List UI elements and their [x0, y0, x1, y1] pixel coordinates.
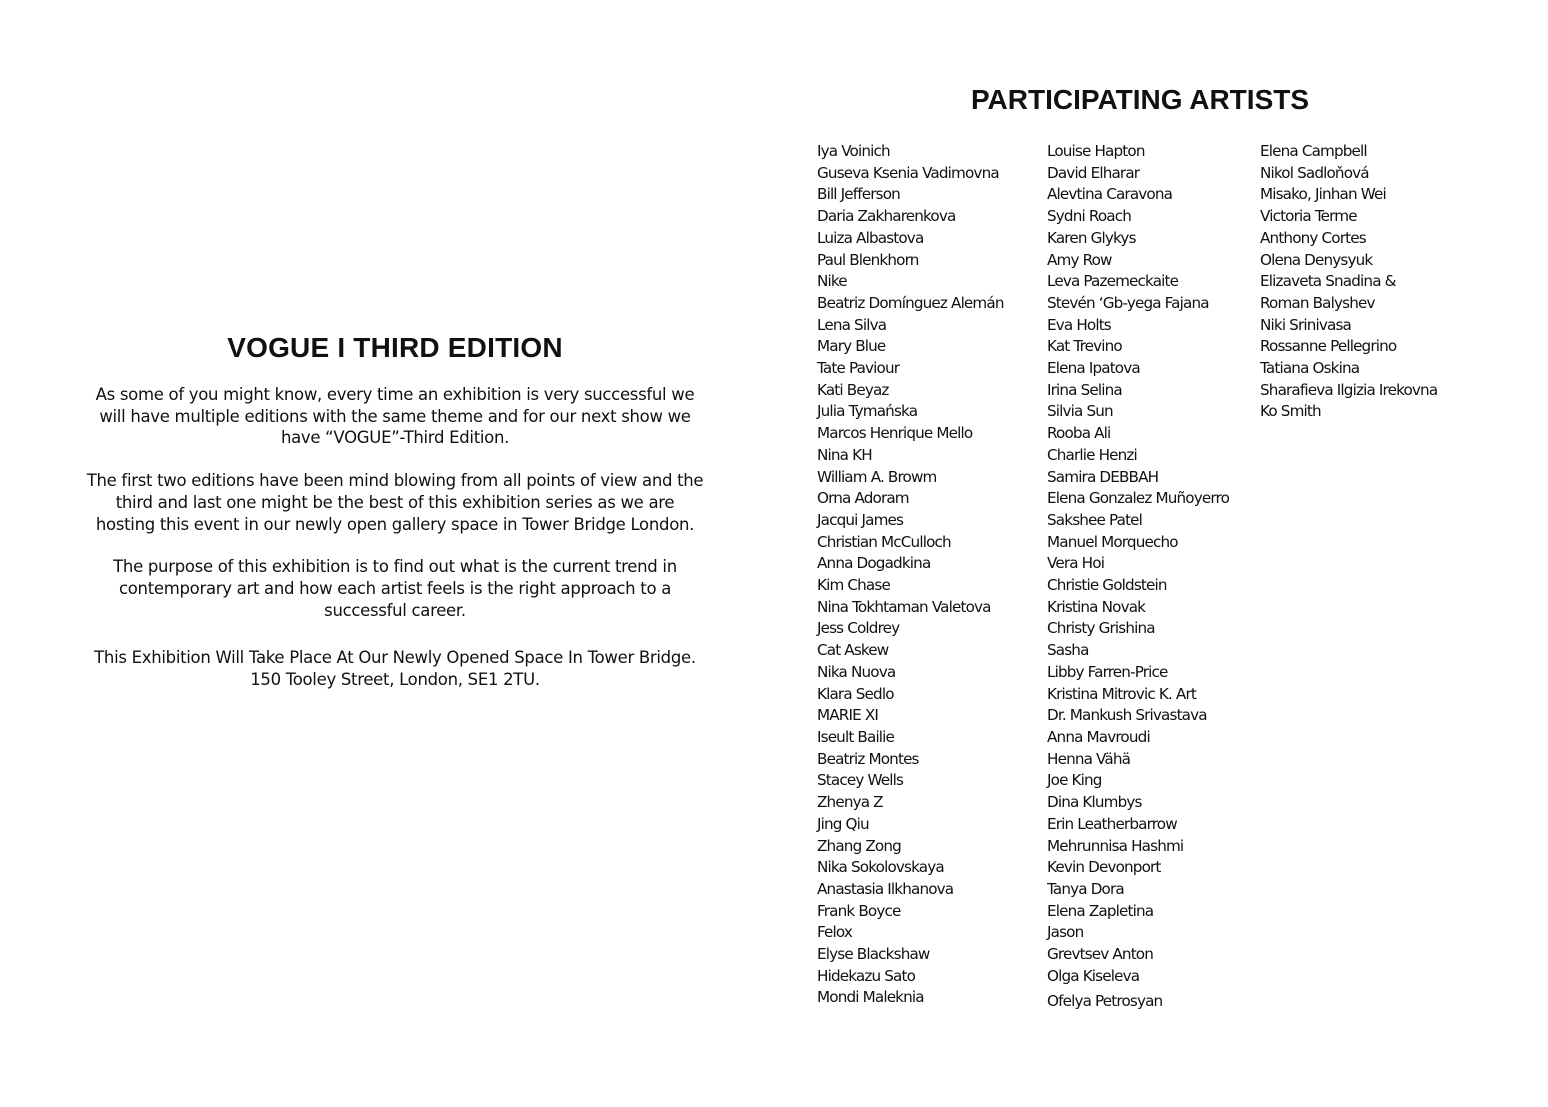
- artist-name: Dina Klumbys: [1047, 793, 1142, 812]
- artist-name: Elena Ipatova: [1047, 359, 1140, 378]
- artist-name: Olga Kiseleva: [1047, 966, 1140, 985]
- artist-name: Jacqui James: [817, 510, 904, 529]
- artist-name: Sydni Roach: [1047, 207, 1132, 226]
- artist-name: Sasha: [1047, 641, 1089, 660]
- artist-name: Charlie Henzi: [1047, 445, 1137, 464]
- artist-name: Nina Tokhtaman Valetova: [817, 597, 991, 616]
- artist-name: Zhang Zong: [817, 836, 901, 855]
- artist-name: Christie Goldstein: [1047, 576, 1167, 595]
- artist-name: Beatriz Domínguez Alemán: [817, 293, 1004, 312]
- artist-name: David Elharar: [1047, 163, 1140, 182]
- artist-name: Misako, Jinhan Wei: [1260, 185, 1386, 204]
- artist-name: Ofelya Petrosyan: [1047, 992, 1163, 1011]
- artist-name: Hidekazu Sato: [817, 966, 916, 985]
- artist-name: Manuel Morquecho: [1047, 532, 1178, 551]
- artist-name: Samira DEBBAH: [1047, 467, 1159, 486]
- artist-name: Jason: [1047, 923, 1084, 942]
- artist-name: Erin Leatherbarrow: [1047, 814, 1177, 833]
- artist-name: Tatiana Oskina: [1260, 359, 1360, 378]
- artist-name: Frank Boyce: [817, 901, 901, 920]
- artist-name: Orna Adoram: [817, 489, 909, 508]
- artist-name: Elena Zapletina: [1047, 901, 1154, 920]
- artist-name: Henna Vähä: [1047, 749, 1131, 768]
- artist-name: Nika Nuova: [817, 662, 896, 681]
- artist-name: Marcos Henrique Mello: [817, 424, 973, 443]
- intro-paragraph: The purpose of this exhibition is to find out what is the current trend in contemporary art and how each artist feels is the right approach to a successful career.: [113, 557, 677, 620]
- artist-name: Lena Silva: [817, 315, 887, 334]
- intro-paragraph: As some of you might know, every time an exhibition is very successful we will have multiple editions with the same theme and for our next show we have “VOGUE”-Third Edition.: [95, 385, 695, 448]
- artist-name: Jing Qiu: [817, 814, 869, 833]
- artist-name: Nika Sokolovskaya: [817, 858, 944, 877]
- artist-name: Daria Zakharenkova: [817, 207, 956, 226]
- artist-name: Iya Voinich: [817, 142, 890, 160]
- artist-name: Bill Jefferson: [817, 185, 900, 204]
- artist-name: Niki Srinivasa: [1260, 315, 1351, 334]
- artist-name: Amy Row: [1047, 250, 1112, 269]
- artist-name: Eva Holts: [1047, 315, 1111, 334]
- artist-name: Libby Farren-Price: [1047, 662, 1168, 681]
- artist-name: Kristina Mitrovic K. Art: [1047, 684, 1196, 703]
- artist-name: Anthony Cortes: [1260, 228, 1366, 247]
- exhibition-intro: [86, 332, 704, 691]
- artist-name: Christian McCulloch: [817, 532, 951, 551]
- artist-name: MARIE XI: [817, 706, 879, 725]
- artist-name: Felox: [817, 923, 853, 942]
- artist-name: Irina Selina: [1047, 380, 1122, 399]
- artist-name: Joe King: [1047, 771, 1102, 790]
- artist-name: Leva Pazemeckaite: [1047, 272, 1179, 291]
- artist-name: Rossanne Pellegrino: [1260, 337, 1397, 356]
- artist-name: Mehrunnisa Hashmi: [1047, 836, 1184, 855]
- artist-name: Luiza Albastova: [817, 228, 924, 247]
- artist-name: Nikol Sadloňová: [1260, 163, 1369, 182]
- artist-column-2: [1047, 141, 1229, 1013]
- artist-name: Anna Mavroudi: [1047, 727, 1150, 746]
- artist-name: Tanya Dora: [1047, 879, 1124, 898]
- artist-name: Rooba Ali: [1047, 424, 1111, 443]
- artist-name: Kristina Novak: [1047, 597, 1146, 616]
- artist-column-1: [817, 141, 1004, 1009]
- artist-name: Elena Campbell: [1260, 142, 1367, 160]
- artist-name: Sakshee Patel: [1047, 510, 1143, 529]
- artist-name: Karen Glykys: [1047, 228, 1136, 247]
- artist-name: Kat Trevino: [1047, 337, 1122, 356]
- artist-name: Sharafieva Ilgizia Irekovna: [1260, 380, 1438, 399]
- artist-column-3: [1260, 141, 1437, 423]
- artist-name: William A. Browm: [817, 467, 937, 486]
- artist-name: Kevin Devonport: [1047, 858, 1161, 877]
- artist-name: Stevén ‘Gb-yega Fajana: [1047, 293, 1209, 312]
- artist-name: Kati Beyaz: [817, 380, 889, 399]
- artist-name: Jess Coldrey: [817, 619, 900, 638]
- intro-paragraph: The first two editions have been mind blowing from all points of view and the third and last one might be the best of this exhibition series as we are hosting this event in our newly open gallery space in Tower Bridge London.: [86, 471, 704, 534]
- artist-name: Olena Denysyuk: [1260, 250, 1373, 269]
- artist-name: Silvia Sun: [1047, 402, 1113, 421]
- artist-name: Paul Blenkhorn: [817, 250, 919, 269]
- artist-name: Ko Smith: [1260, 402, 1321, 421]
- artist-name: Christy Grishina: [1047, 619, 1155, 638]
- artist-name: Anna Dogadkina: [817, 554, 931, 573]
- artist-name: Grevtsev Anton: [1047, 945, 1154, 964]
- artist-name: Elena Gonzalez Muñoyerro: [1047, 489, 1230, 508]
- artist-name: Kim Chase: [817, 576, 890, 595]
- artist-name: Elyse Blackshaw: [817, 945, 930, 964]
- artist-name: Iseult Bailie: [817, 727, 895, 746]
- artist-name: Nina KH: [817, 445, 872, 464]
- artist-name: Alevtina Caravona: [1047, 185, 1173, 204]
- artist-name: Nike: [817, 272, 847, 291]
- artist-name: Klara Sedlo: [817, 684, 894, 703]
- artist-name: Elizaveta Snadina &: [1260, 272, 1396, 291]
- artist-name: Mary Blue: [817, 337, 886, 356]
- artist-name: Vera Hoi: [1047, 554, 1105, 573]
- artist-name: Victoria Terme: [1260, 207, 1357, 226]
- artist-name: Anastasia Ilkhanova: [817, 879, 954, 898]
- artist-name: Tate Paviour: [817, 359, 900, 378]
- artist-name: Roman Balyshev: [1260, 293, 1375, 312]
- artist-name: Cat Askew: [817, 641, 889, 660]
- artist-name: Zhenya Z: [817, 793, 883, 812]
- artist-name: Louise Hapton: [1047, 142, 1145, 160]
- artist-name: Julia Tymańska: [817, 402, 918, 421]
- artist-name: Mondi Maleknia: [817, 988, 924, 1007]
- artist-name: Stacey Wells: [817, 771, 904, 790]
- location-paragraph: This Exhibition Will Take Place At Our Newly Opened Space In Tower Bridge. 150 Tooley Street, London, SE1 2TU.: [94, 648, 696, 690]
- artist-name: Dr. Mankush Srivastava: [1047, 706, 1207, 725]
- artist-name: Guseva Ksenia Vadimovna: [817, 163, 999, 182]
- participating-artists-title: PARTICIPATING ARTISTS: [970, 84, 1310, 115]
- artist-name: Beatriz Montes: [817, 749, 919, 768]
- edition-title: VOGUE I THIRD EDITION: [227, 332, 563, 363]
